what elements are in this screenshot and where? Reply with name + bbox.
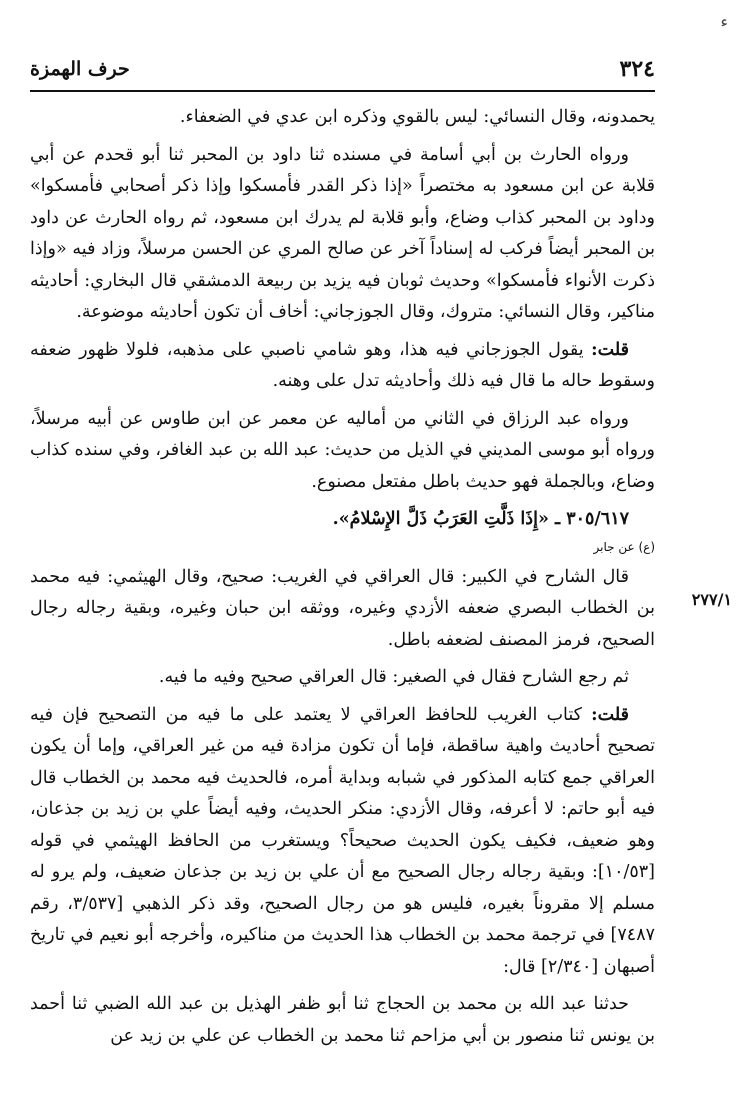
paragraph-3 — [30, 335, 655, 398]
section-title: حرف الهمزة — [30, 58, 130, 80]
page-number: ٣٢٤ — [619, 56, 655, 82]
qultu-label-2: قلت: — [591, 704, 629, 725]
paragraph-2: ورواه الحارث بن أبي أسامة في مسنده ثنا داود بن المحبر ثنا أبو قحدم عن أبي قلابة عن ابن مسعود به مختصراً «إذا ذكر القدر فأمسكوا وإذا ذكر أصحابي فأمسكوا» وداود بن المحبر كذاب وضاع، وأبو قلابة لم يدرك ابن مسعود، ثم رواه الحارث عن داود بن المحبر أيضاً فركب له إسناداً آخر عن صالح المري عن الحسن مرسلاً، وزاد فيه «وإذا ذكرت الأنواء فأمسكوا» وحديث ثوبان فيه يزيد بن ربيعة الدمشقي قال البخاري: أحاديثه مناكير، وقال النسائي: متروك، وقال الجوزجاني: أخاف أن تكون أحاديثه موضوعة. — [30, 144, 655, 322]
paragraph-8: حدثنا عبد الله بن محمد بن الحجاج ثنا أبو ظفر الهذيل بن عبد الله الضبي ثنا أحمد بن يونس ثنا منصور بن أبي مزاحم ثنا محمد بن الخطاب عن علي بن زيد عن — [30, 994, 655, 1046]
header-rule — [30, 90, 655, 92]
margin-reference: ٢٧٧/١ — [691, 590, 732, 609]
paragraph-6: ثم رجع الشارح فقال في الصغير: قال العراقي صحيح وفيه ما فيه. — [158, 667, 629, 687]
paragraph-7 — [30, 700, 655, 984]
hadith-source: (ع) عن جابر — [593, 539, 655, 554]
paragraph-4: ورواه عبد الرزاق في الثاني من أماليه عن معمر عن ابن طاوس عن أبيه مرسلاً، ورواه أبو موسى المديني في الذيل من حديث: عبد الله بن عبد الغافر، وفي سنده كذاب وضاع، وبالجملة فهو حديث باطل مفتعل مصنوع. — [30, 408, 655, 492]
hadith-heading: ٣٠٥/٦١٧ ـ «إِذَا ذَلَّتِ العَرَبُ ذَلَّ الإِسْلامُ». — [332, 509, 629, 529]
page-body — [30, 102, 655, 1058]
paragraph-7-text: كتاب الغريب للحافظ العراقي لا يعتمد على ما فيه من التصحيح فإن فيه تصحيح أحاديث واهية ساقطة، فإما أن تكون مزادة فيه من غير العراقي، وإما أن يكون العراقي جمع كتابه المذكور في شبابه وبداية أمره، فالحديث فيه محمد بن الخطاب قال فيه أبو حاتم: لا أعرفه، وقال الأزدي: منكر الحديث، وفيه أيضاً علي بن زيد بن جذعان، وهو ضعيف، فكيف يكون الحديث صحيحاً؟ ويستغرب من الحافظ الهيثمي في قوله [١٠/٥٣]: وبقية رجاله رجال الصحيح مع أن علي بن زيد بن جذعان ضعيف، ولم يرو له مسلم إلا مقروناً بغيره، فليس هو من رجال الصحيح، وقد ذكر الذهبي [٣/٥٣٧، رقم ٧٤٨٧] في ترجمة محمد بن الخطاب هذا الحديث من مناكيره، وأخرجه أبو نعيم في تاريخ أصبهان [٢/٣٤٠] قال: — [30, 704, 655, 977]
paragraph-5: قال الشارح في الكبير: قال العراقي في الغريب: صحيح، وقال الهيثمي: فيه محمد بن الخطاب البصري ضعفه الأزدي وغيره، ووثقه ابن حبان وغيره، وبقية رجاله رجال الصحيح، فرمز المصنف لضعفه باطل. — [30, 566, 655, 650]
corner-mark: ء — [720, 12, 728, 31]
paragraph-1: يحمدونه، وقال النسائي: ليس بالقوي وذكره ابن عدي في الضعفاء. — [179, 107, 655, 127]
paragraph-3-text: يقول الجوزجاني فيه هذا، وهو شامي ناصبي على مذهبه، فلولا ظهور ضعفه وسقوط حاله ما قال فيه ذلك وأحاديثه تدل على وهنه. — [30, 339, 655, 391]
qultu-label: قلت: — [591, 339, 629, 360]
page-header — [30, 52, 655, 88]
